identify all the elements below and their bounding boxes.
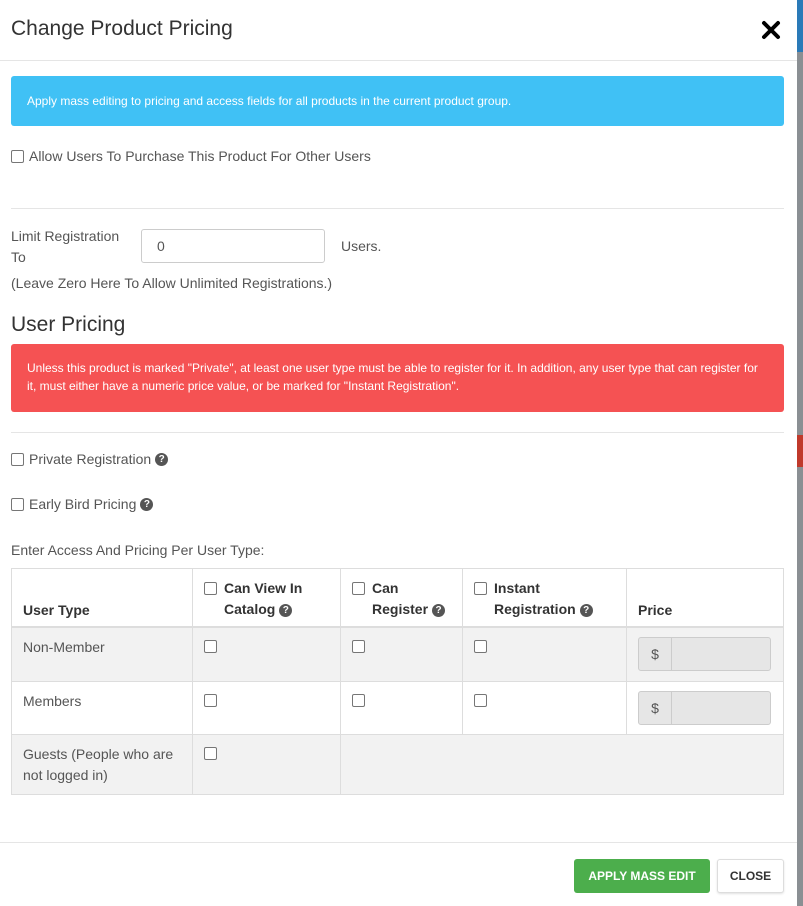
empty-cell (341, 735, 784, 794)
limit-registration-suffix: Users. (341, 238, 382, 254)
header-can-register-label: Can (372, 580, 399, 596)
table-row (11, 735, 784, 795)
user-type-cell: Non-Member (23, 639, 105, 655)
price-input[interactable] (673, 638, 770, 670)
purchase-for-others-checkbox[interactable] (11, 150, 24, 163)
question-circle-icon[interactable]: ? (580, 604, 593, 617)
question-circle-icon[interactable]: ? (140, 498, 153, 511)
limit-registration-input[interactable]: 0 (141, 229, 325, 263)
header-price (627, 568, 784, 628)
question-circle-icon[interactable]: ? (432, 604, 445, 617)
table-caption: Enter Access And Pricing Per User Type: (11, 542, 265, 558)
header-can-register (341, 568, 463, 628)
header-instant-registration (463, 568, 627, 628)
instant-registration-all-checkbox[interactable] (474, 582, 487, 595)
header-can-view (193, 568, 341, 628)
apply-mass-edit-button[interactable]: APPLY MASS EDIT (574, 859, 710, 893)
header-instant-label-2: Registration (494, 601, 576, 617)
header-can-register-label-2: Register (372, 601, 429, 617)
private-registration-checkbox[interactable] (11, 453, 24, 466)
pricing-warning-alert: Unless this product is marked "Private", at least one user type must be able to register for it. In addition, any user type that can register for it, must either have a numeric price value, or be marked for "Instant Registration". (11, 344, 784, 412)
can-register-checkbox[interactable] (352, 694, 365, 707)
user-pricing-title: User Pricing (11, 313, 126, 336)
price-input-group (638, 691, 771, 725)
limit-registration-label: Limit Registration To (11, 228, 120, 265)
can-view-checkbox[interactable] (204, 640, 217, 653)
pricing-table (11, 568, 784, 795)
backdrop-red-strip (797, 435, 803, 467)
instant-registration-checkbox[interactable] (474, 640, 487, 653)
can-view-checkbox[interactable] (204, 694, 217, 707)
modal-footer (0, 842, 797, 906)
close-x-icon[interactable] (759, 18, 783, 42)
table-row (11, 682, 784, 735)
early-bird-option[interactable] (11, 496, 153, 512)
header-can-view-label: Can View In (224, 580, 303, 596)
currency-addon: $ (639, 692, 672, 724)
private-registration-option[interactable] (11, 451, 168, 467)
limit-registration-help: (Leave Zero Here To Allow Unlimited Registrations.) (11, 275, 333, 291)
question-circle-icon[interactable]: ? (155, 453, 168, 466)
purchase-for-others-option[interactable] (11, 148, 371, 164)
can-register-all-checkbox[interactable] (352, 582, 365, 595)
divider (11, 208, 784, 209)
user-type-cell: Members (23, 693, 82, 709)
header-user-type (11, 568, 193, 628)
purchase-for-others-label: Allow Users To Purchase This Product For Other Users (29, 148, 371, 164)
close-button[interactable]: CLOSE (717, 859, 784, 893)
price-input-group (638, 637, 771, 671)
instant-registration-checkbox[interactable] (474, 694, 487, 707)
question-circle-icon[interactable]: ? (279, 604, 292, 617)
can-register-checkbox[interactable] (352, 640, 365, 653)
user-type-cell: Guests (People who are not logged in) (23, 746, 174, 783)
page-backdrop (797, 0, 803, 906)
header-can-view-label-2: Catalog (224, 601, 276, 617)
header-instant-label: Instant (494, 580, 540, 596)
modal-title: Change Product Pricing (11, 17, 233, 40)
price-input[interactable] (673, 692, 770, 724)
info-alert: Apply mass editing to pricing and access fields for all products in the current product group. (11, 76, 784, 126)
can-view-all-checkbox[interactable] (204, 582, 217, 595)
early-bird-checkbox[interactable] (11, 498, 24, 511)
private-registration-label: Private Registration (29, 451, 152, 467)
modal-header (0, 0, 797, 61)
header-user-type-label: User Type (23, 602, 90, 618)
backdrop-header-strip (797, 0, 803, 52)
table-row (11, 628, 784, 682)
currency-addon: $ (639, 638, 672, 670)
early-bird-label: Early Bird Pricing (29, 496, 137, 512)
divider (11, 432, 784, 433)
can-view-checkbox[interactable] (204, 747, 217, 760)
header-price-label: Price (638, 602, 673, 618)
